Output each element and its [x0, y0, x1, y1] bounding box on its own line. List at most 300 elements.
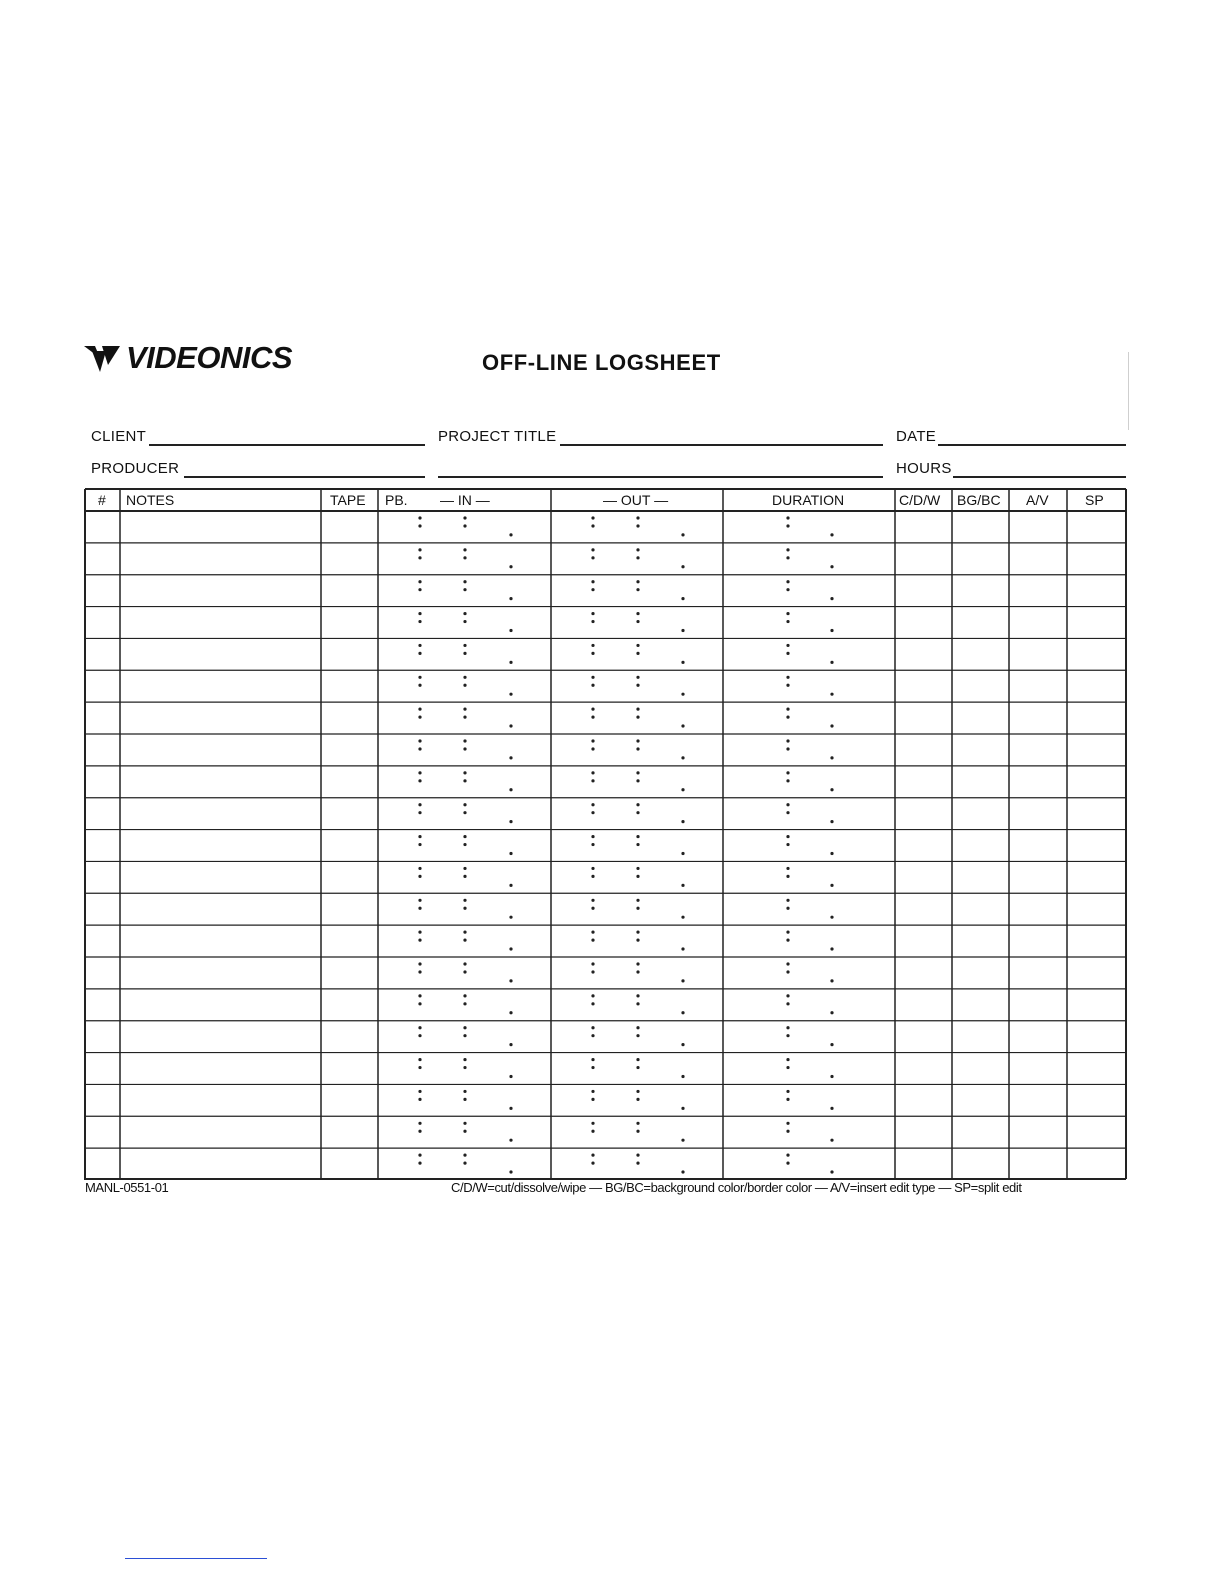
- timecode-colon-dot: [786, 516, 789, 519]
- timecode-colon-dot: [418, 1034, 421, 1037]
- timecode-colon-dot: [591, 994, 594, 997]
- timecode-colon-dot: [786, 771, 789, 774]
- timecode-colon-dot: [463, 652, 466, 655]
- timecode-colon-dot: [463, 1098, 466, 1101]
- timecode-colon-dot: [591, 1002, 594, 1005]
- timecode-colon-dot: [418, 556, 421, 559]
- timecode-colon-dot: [636, 747, 639, 750]
- timecode-colon-dot: [591, 811, 594, 814]
- col-header-cdw: C/D/W: [899, 492, 941, 508]
- timecode-colon-dot: [591, 588, 594, 591]
- timecode-colon-dot: [418, 843, 421, 846]
- timecode-colon-dot: [463, 867, 466, 870]
- timecode-colon-dot: [418, 644, 421, 647]
- timecode-colon-dot: [591, 1162, 594, 1165]
- timecode-frame-dot: [681, 1011, 684, 1014]
- timecode-colon-dot: [463, 524, 466, 527]
- timecode-colon-dot: [418, 907, 421, 910]
- timecode-frame-dot: [509, 597, 512, 600]
- date-field[interactable]: [938, 444, 1126, 446]
- page-title: OFF-LINE LOGSHEET: [482, 350, 721, 375]
- timecode-frame-dot: [830, 756, 833, 759]
- timecode-colon-dot: [591, 1090, 594, 1093]
- timecode-colon-dot: [591, 676, 594, 679]
- timecode-colon-dot: [418, 548, 421, 551]
- timecode-colon-dot: [786, 779, 789, 782]
- timecode-colon-dot: [418, 1066, 421, 1069]
- timecode-colon-dot: [591, 524, 594, 527]
- timecode-frame-dot: [509, 533, 512, 536]
- timecode-colon-dot: [418, 867, 421, 870]
- timecode-colon-dot: [786, 708, 789, 711]
- timecode-colon-dot: [786, 1058, 789, 1061]
- timecode-colon-dot: [591, 779, 594, 782]
- timecode-frame-dot: [830, 1107, 833, 1110]
- timecode-colon-dot: [591, 843, 594, 846]
- timecode-colon-dot: [786, 747, 789, 750]
- producer-label: PRODUCER: [91, 460, 180, 477]
- timecode-colon-dot: [786, 716, 789, 719]
- timecode-frame-dot: [509, 565, 512, 568]
- col-header-pb: PB.: [385, 492, 408, 508]
- timecode-colon-dot: [418, 588, 421, 591]
- timecode-colon-dot: [636, 1058, 639, 1061]
- timecode-colon-dot: [418, 620, 421, 623]
- timecode-colon-dot: [418, 708, 421, 711]
- timecode-frame-dot: [681, 629, 684, 632]
- timecode-frame-dot: [681, 916, 684, 919]
- timecode-colon-dot: [636, 556, 639, 559]
- timecode-colon-dot: [636, 835, 639, 838]
- timecode-colon-dot: [463, 580, 466, 583]
- timecode-frame-dot: [509, 661, 512, 664]
- timecode-colon-dot: [786, 1162, 789, 1165]
- timecode-colon-dot: [786, 556, 789, 559]
- timecode-colon-dot: [463, 739, 466, 742]
- page-underline-link[interactable]: [125, 1558, 267, 1559]
- hours-label: HOURS: [896, 460, 952, 477]
- timecode-colon-dot: [636, 708, 639, 711]
- timecode-colon-dot: [463, 644, 466, 647]
- timecode-colon-dot: [636, 676, 639, 679]
- timecode-colon-dot: [463, 970, 466, 973]
- timecode-frame-dot: [681, 788, 684, 791]
- timecode-frame-dot: [509, 979, 512, 982]
- timecode-colon-dot: [591, 1058, 594, 1061]
- timecode-colon-dot: [463, 875, 466, 878]
- timecode-colon-dot: [463, 556, 466, 559]
- hours-field[interactable]: [953, 476, 1126, 478]
- timecode-frame-dot: [681, 533, 684, 536]
- timecode-frame-dot: [830, 1075, 833, 1078]
- timecode-frame-dot: [509, 852, 512, 855]
- timecode-colon-dot: [786, 1098, 789, 1101]
- timecode-colon-dot: [418, 875, 421, 878]
- timecode-colon-dot: [786, 875, 789, 878]
- timecode-frame-dot: [830, 629, 833, 632]
- timecode-frame-dot: [830, 820, 833, 823]
- timecode-frame-dot: [509, 1170, 512, 1173]
- timecode-colon-dot: [591, 612, 594, 615]
- timecode-colon-dot: [591, 771, 594, 774]
- timecode-colon-dot: [636, 779, 639, 782]
- timecode-colon-dot: [636, 811, 639, 814]
- timecode-colon-dot: [786, 1026, 789, 1029]
- timecode-colon-dot: [591, 548, 594, 551]
- timecode-colon-dot: [786, 684, 789, 687]
- col-header-duration: DURATION: [772, 492, 845, 508]
- timecode-colon-dot: [591, 716, 594, 719]
- timecode-colon-dot: [418, 970, 421, 973]
- timecode-colon-dot: [418, 612, 421, 615]
- timecode-colon-dot: [591, 1026, 594, 1029]
- timecode-colon-dot: [463, 676, 466, 679]
- timecode-colon-dot: [636, 516, 639, 519]
- timecode-colon-dot: [636, 994, 639, 997]
- timecode-colon-dot: [636, 1090, 639, 1093]
- timecode-colon-dot: [786, 1130, 789, 1133]
- timecode-colon-dot: [636, 771, 639, 774]
- timecode-colon-dot: [786, 843, 789, 846]
- timecode-colon-dot: [591, 516, 594, 519]
- timecode-colon-dot: [636, 1130, 639, 1133]
- timecode-frame-dot: [830, 1139, 833, 1142]
- client-field[interactable]: [149, 444, 425, 446]
- timecode-frame-dot: [681, 756, 684, 759]
- timecode-colon-dot: [591, 1122, 594, 1125]
- timecode-frame-dot: [830, 947, 833, 950]
- timecode-frame-dot: [830, 724, 833, 727]
- timecode-colon-dot: [636, 612, 639, 615]
- timecode-colon-dot: [786, 652, 789, 655]
- timecode-colon-dot: [636, 588, 639, 591]
- timecode-colon-dot: [591, 867, 594, 870]
- timecode-colon-dot: [463, 811, 466, 814]
- timecode-colon-dot: [786, 835, 789, 838]
- timecode-colon-dot: [786, 1090, 789, 1093]
- col-header-in: — IN —: [440, 492, 490, 508]
- timecode-colon-dot: [418, 1026, 421, 1029]
- timecode-frame-dot: [509, 1043, 512, 1046]
- timecode-frame-dot: [509, 1075, 512, 1078]
- project-title-field-line-2[interactable]: [438, 476, 883, 478]
- timecode-colon-dot: [636, 580, 639, 583]
- timecode-frame-dot: [830, 979, 833, 982]
- timecode-colon-dot: [591, 962, 594, 965]
- timecode-colon-dot: [463, 612, 466, 615]
- timecode-colon-dot: [786, 907, 789, 910]
- timecode-colon-dot: [591, 739, 594, 742]
- timecode-colon-dot: [636, 1066, 639, 1069]
- timecode-colon-dot: [418, 931, 421, 934]
- timecode-colon-dot: [786, 1002, 789, 1005]
- client-label: CLIENT: [91, 428, 147, 445]
- timecode-colon-dot: [636, 939, 639, 942]
- timecode-colon-dot: [418, 1122, 421, 1125]
- timecode-frame-dot: [509, 884, 512, 887]
- timecode-colon-dot: [418, 524, 421, 527]
- brand-logo: [84, 338, 292, 378]
- timecode-colon-dot: [786, 970, 789, 973]
- timecode-colon-dot: [636, 1162, 639, 1165]
- timecode-colon-dot: [636, 843, 639, 846]
- timecode-colon-dot: [463, 907, 466, 910]
- timecode-colon-dot: [636, 1098, 639, 1101]
- timecode-colon-dot: [418, 676, 421, 679]
- timecode-frame-dot: [509, 916, 512, 919]
- timecode-colon-dot: [636, 1026, 639, 1029]
- timecode-colon-dot: [591, 644, 594, 647]
- timecode-colon-dot: [418, 1090, 421, 1093]
- timecode-colon-dot: [591, 684, 594, 687]
- timecode-colon-dot: [463, 684, 466, 687]
- timecode-frame-dot: [509, 1011, 512, 1014]
- col-header-notes: NOTES: [126, 492, 175, 508]
- timecode-colon-dot: [786, 962, 789, 965]
- timecode-frame-dot: [681, 1139, 684, 1142]
- timecode-colon-dot: [418, 1154, 421, 1157]
- timecode-colon-dot: [591, 1034, 594, 1037]
- timecode-colon-dot: [636, 684, 639, 687]
- timecode-colon-dot: [591, 1154, 594, 1157]
- timecode-colon-dot: [418, 1098, 421, 1101]
- timecode-colon-dot: [636, 644, 639, 647]
- timecode-colon-dot: [786, 612, 789, 615]
- timecode-colon-dot: [636, 1002, 639, 1005]
- timecode-colon-dot: [636, 899, 639, 902]
- timecode-frame-dot: [681, 1107, 684, 1110]
- date-label: DATE: [896, 428, 937, 445]
- timecode-colon-dot: [463, 962, 466, 965]
- page-edge-line: [1128, 352, 1129, 430]
- timecode-frame-dot: [509, 724, 512, 727]
- timecode-colon-dot: [463, 1058, 466, 1061]
- timecode-colon-dot: [591, 939, 594, 942]
- timecode-colon-dot: [636, 620, 639, 623]
- timecode-frame-dot: [830, 1170, 833, 1173]
- timecode-colon-dot: [786, 803, 789, 806]
- timecode-frame-dot: [830, 1043, 833, 1046]
- timecode-colon-dot: [463, 716, 466, 719]
- timecode-frame-dot: [830, 565, 833, 568]
- timecode-colon-dot: [418, 811, 421, 814]
- timecode-frame-dot: [681, 820, 684, 823]
- timecode-frame-dot: [681, 724, 684, 727]
- timecode-colon-dot: [636, 803, 639, 806]
- timecode-colon-dot: [786, 644, 789, 647]
- timecode-colon-dot: [786, 994, 789, 997]
- timecode-frame-dot: [830, 597, 833, 600]
- timecode-colon-dot: [636, 652, 639, 655]
- timecode-colon-dot: [591, 1130, 594, 1133]
- timecode-colon-dot: [786, 811, 789, 814]
- timecode-frame-dot: [509, 693, 512, 696]
- timecode-frame-dot: [681, 979, 684, 982]
- timecode-colon-dot: [463, 1162, 466, 1165]
- timecode-colon-dot: [591, 556, 594, 559]
- timecode-colon-dot: [463, 779, 466, 782]
- timecode-colon-dot: [463, 1122, 466, 1125]
- timecode-colon-dot: [786, 676, 789, 679]
- project-title-label: PROJECT TITLE: [438, 428, 557, 445]
- timecode-colon-dot: [636, 875, 639, 878]
- timecode-frame-dot: [509, 629, 512, 632]
- timecode-frame-dot: [830, 1011, 833, 1014]
- timecode-frame-dot: [681, 1170, 684, 1173]
- timecode-colon-dot: [786, 1122, 789, 1125]
- videonics-logo-icon: [84, 343, 120, 373]
- timecode-colon-dot: [786, 867, 789, 870]
- timecode-colon-dot: [463, 516, 466, 519]
- project-title-field[interactable]: [560, 444, 883, 446]
- timecode-colon-dot: [591, 652, 594, 655]
- timecode-colon-dot: [463, 931, 466, 934]
- timecode-colon-dot: [418, 716, 421, 719]
- timecode-colon-dot: [418, 1002, 421, 1005]
- timecode-frame-dot: [681, 693, 684, 696]
- log-table: [84, 488, 1127, 1180]
- timecode-colon-dot: [786, 524, 789, 527]
- timecode-colon-dot: [786, 1066, 789, 1069]
- timecode-frame-dot: [681, 597, 684, 600]
- timecode-colon-dot: [463, 1154, 466, 1157]
- timecode-frame-dot: [681, 661, 684, 664]
- timecode-frame-dot: [681, 1075, 684, 1078]
- timecode-colon-dot: [463, 994, 466, 997]
- timecode-colon-dot: [463, 771, 466, 774]
- timecode-colon-dot: [786, 931, 789, 934]
- timecode-colon-dot: [591, 708, 594, 711]
- timecode-colon-dot: [591, 1098, 594, 1101]
- timecode-colon-dot: [418, 779, 421, 782]
- timecode-colon-dot: [463, 588, 466, 591]
- timecode-colon-dot: [418, 835, 421, 838]
- timecode-colon-dot: [418, 516, 421, 519]
- timecode-colon-dot: [636, 867, 639, 870]
- timecode-colon-dot: [418, 747, 421, 750]
- timecode-colon-dot: [636, 907, 639, 910]
- timecode-colon-dot: [463, 548, 466, 551]
- timecode-colon-dot: [463, 843, 466, 846]
- timecode-colon-dot: [591, 580, 594, 583]
- timecode-colon-dot: [636, 1034, 639, 1037]
- timecode-frame-dot: [509, 820, 512, 823]
- col-header-bgbc: BG/BC: [957, 492, 1001, 508]
- timecode-colon-dot: [786, 739, 789, 742]
- timecode-colon-dot: [636, 962, 639, 965]
- timecode-colon-dot: [418, 580, 421, 583]
- timecode-colon-dot: [418, 899, 421, 902]
- timecode-colon-dot: [636, 931, 639, 934]
- timecode-colon-dot: [786, 939, 789, 942]
- timecode-colon-dot: [636, 970, 639, 973]
- timecode-colon-dot: [591, 899, 594, 902]
- timecode-colon-dot: [786, 1154, 789, 1157]
- timecode-colon-dot: [786, 588, 789, 591]
- timecode-colon-dot: [463, 803, 466, 806]
- timecode-colon-dot: [418, 803, 421, 806]
- col-header-sp: SP: [1085, 492, 1104, 508]
- timecode-colon-dot: [591, 970, 594, 973]
- timecode-frame-dot: [830, 693, 833, 696]
- timecode-colon-dot: [591, 931, 594, 934]
- timecode-colon-dot: [463, 1026, 466, 1029]
- col-header-tape: TAPE: [330, 492, 366, 508]
- timecode-colon-dot: [636, 1122, 639, 1125]
- timecode-colon-dot: [463, 1034, 466, 1037]
- timecode-colon-dot: [591, 835, 594, 838]
- timecode-frame-dot: [830, 852, 833, 855]
- timecode-colon-dot: [591, 747, 594, 750]
- timecode-frame-dot: [681, 1043, 684, 1046]
- timecode-frame-dot: [830, 916, 833, 919]
- col-header-number: #: [98, 492, 106, 508]
- timecode-frame-dot: [681, 947, 684, 950]
- timecode-colon-dot: [418, 939, 421, 942]
- timecode-frame-dot: [509, 1107, 512, 1110]
- timecode-colon-dot: [786, 548, 789, 551]
- timecode-colon-dot: [418, 994, 421, 997]
- timecode-frame-dot: [509, 788, 512, 791]
- timecode-colon-dot: [463, 747, 466, 750]
- timecode-frame-dot: [509, 1139, 512, 1142]
- timecode-frame-dot: [509, 756, 512, 759]
- timecode-colon-dot: [463, 620, 466, 623]
- timecode-colon-dot: [786, 1034, 789, 1037]
- col-header-out: — OUT —: [603, 492, 669, 508]
- timecode-colon-dot: [418, 1130, 421, 1133]
- timecode-colon-dot: [418, 771, 421, 774]
- timecode-frame-dot: [681, 852, 684, 855]
- timecode-colon-dot: [418, 684, 421, 687]
- timecode-colon-dot: [786, 620, 789, 623]
- abbreviation-legend: C/D/W=cut/dissolve/wipe — BG/BC=background color/border color — A/V=insert edit type — SP=split edit: [451, 1180, 1022, 1195]
- timecode-colon-dot: [591, 803, 594, 806]
- timecode-frame-dot: [830, 533, 833, 536]
- timecode-colon-dot: [591, 1066, 594, 1069]
- timecode-frame-dot: [830, 661, 833, 664]
- timecode-frame-dot: [509, 947, 512, 950]
- timecode-colon-dot: [636, 524, 639, 527]
- timecode-colon-dot: [463, 1090, 466, 1093]
- timecode-colon-dot: [786, 899, 789, 902]
- log-table-grid: [84, 488, 1127, 1180]
- timecode-frame-dot: [681, 565, 684, 568]
- timecode-colon-dot: [591, 875, 594, 878]
- timecode-colon-dot: [418, 652, 421, 655]
- timecode-colon-dot: [463, 835, 466, 838]
- timecode-colon-dot: [463, 1002, 466, 1005]
- timecode-frame-dot: [830, 788, 833, 791]
- timecode-colon-dot: [636, 548, 639, 551]
- timecode-frame-dot: [681, 884, 684, 887]
- timecode-colon-dot: [463, 1066, 466, 1069]
- timecode-colon-dot: [418, 739, 421, 742]
- col-header-av: A/V: [1026, 492, 1049, 508]
- timecode-colon-dot: [786, 580, 789, 583]
- timecode-colon-dot: [418, 962, 421, 965]
- timecode-colon-dot: [591, 620, 594, 623]
- timecode-colon-dot: [463, 1130, 466, 1133]
- producer-field[interactable]: [184, 476, 425, 478]
- timecode-colon-dot: [463, 899, 466, 902]
- timecode-colon-dot: [418, 1058, 421, 1061]
- timecode-colon-dot: [463, 939, 466, 942]
- timecode-colon-dot: [463, 708, 466, 711]
- brand-name: VIDEONICS: [126, 340, 293, 375]
- timecode-frame-dot: [830, 884, 833, 887]
- form-number: MANL-0551-01: [85, 1180, 169, 1195]
